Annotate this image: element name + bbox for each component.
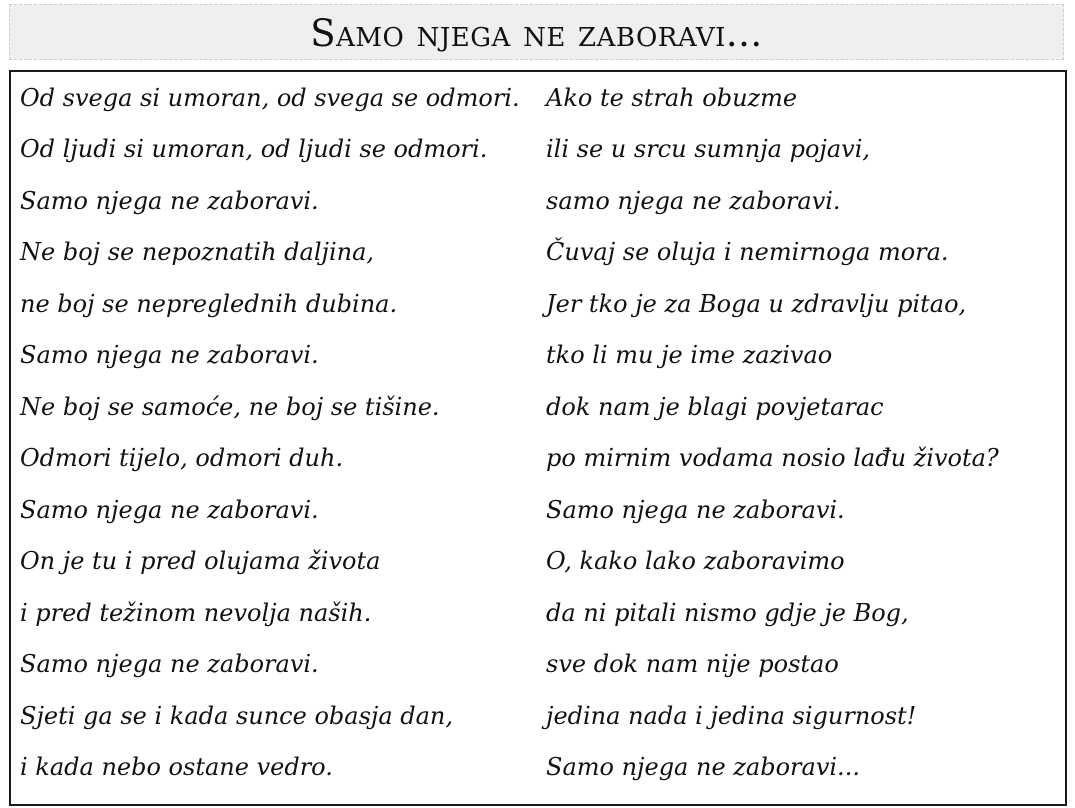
- poem-line: Samo njega ne zaboravi.: [546, 496, 845, 524]
- poem-line: On je tu i pred olujama života: [20, 547, 381, 575]
- title-banner: [9, 4, 1064, 60]
- poem-line: Ako te strah obuzme: [546, 84, 798, 112]
- poem-line: Samo njega ne zaboravi.: [20, 496, 319, 524]
- poem-line: Sjeti ga se i kada sunce obasja dan,: [20, 702, 454, 730]
- poem-line: tko li mu je ime zazivao: [546, 341, 833, 369]
- poem-line: Odmori tijelo, odmori duh.: [20, 444, 344, 472]
- poem-line: ili se u srcu sumnja pojavi,: [546, 135, 870, 163]
- poem-line: i pred težinom nevolja naših.: [20, 599, 372, 627]
- poem-line: Samo njega ne zaboravi...: [546, 753, 860, 781]
- poem-line: po mirnim vodama nosio lađu života?: [546, 444, 999, 472]
- poem-box: [9, 70, 1067, 806]
- poem-line: Od ljudi si umoran, od ljudi se odmori.: [20, 135, 488, 163]
- poem-line: Čuvaj se oluja i nemirnoga mora.: [546, 238, 949, 266]
- poem-line: Ne boj se nepoznatih daljina,: [20, 238, 375, 266]
- poem-line: Ne boj se samoće, ne boj se tišine.: [20, 393, 440, 421]
- poem-line: ne boj se nepreglednih dubina.: [20, 290, 398, 318]
- poem-line: Od svega si umoran, od svega se odmori.: [20, 84, 520, 112]
- poem-line: jedina nada i jedina sigurnost!: [546, 702, 917, 730]
- poem-line: samo njega ne zaboravi.: [546, 187, 841, 215]
- poem-line: Samo njega ne zaboravi.: [20, 187, 319, 215]
- poem-line: dok nam je blagi povjetarac: [546, 393, 884, 421]
- poem-line: Samo njega ne zaboravi.: [20, 650, 319, 678]
- poem-line: da ni pitali nismo gdje je Bog,: [546, 599, 909, 627]
- poem-line: Jer tko je za Boga u zdravlju pitao,: [546, 290, 967, 318]
- poem-title: Samo njega ne zaboravi...: [310, 11, 763, 55]
- poem-line: Samo njega ne zaboravi.: [20, 341, 319, 369]
- poem-line: i kada nebo ostane vedro.: [20, 753, 333, 781]
- poem-line: sve dok nam nije postao: [546, 650, 839, 678]
- poem-line: O, kako lako zaboravimo: [546, 547, 845, 575]
